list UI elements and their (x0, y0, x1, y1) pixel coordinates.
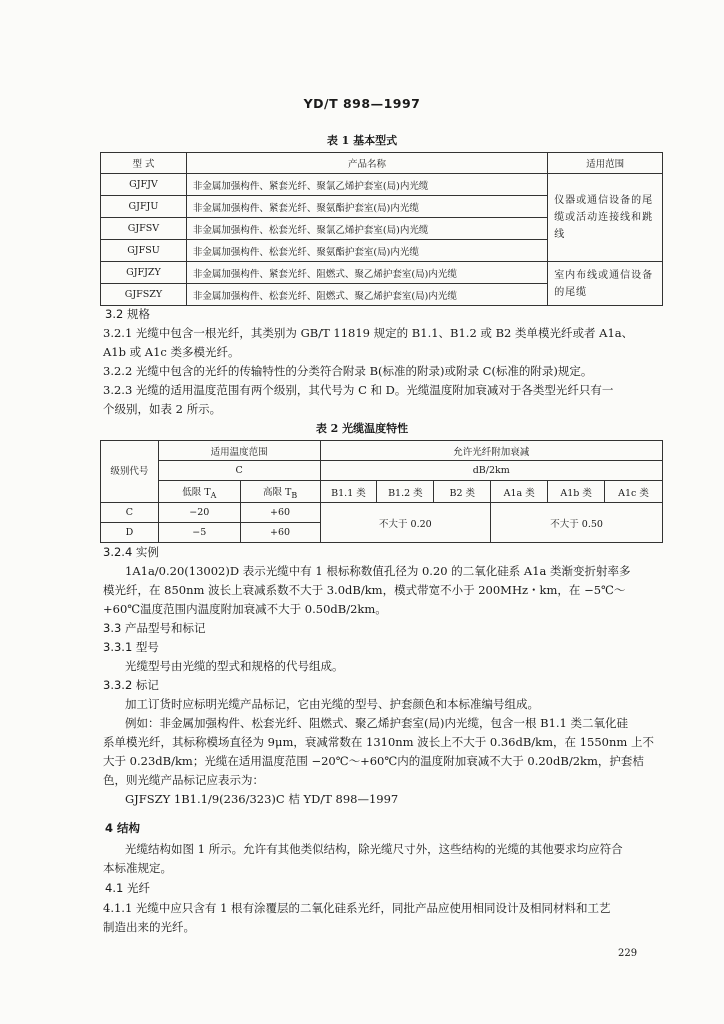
section-3-3-1-text: 光缆型号由光缆的型式和规格的代号组成。 (125, 659, 344, 673)
table2-low: −20 (158, 503, 240, 523)
marking-example: GJFSZY 1B1.1/9(236/323)C 桔 YD/T 898—1997 (125, 792, 399, 806)
table1-header-model: 型 式 (101, 153, 187, 174)
table2-caption: 表 2 光缆温度特性 (315, 422, 409, 435)
example-line1: 1A1a/0.20(13002)D 表示光缆中有 1 根标称数值孔径为 0.20 的二氧化硅系 A1a 类渐变折射率多 (125, 564, 631, 578)
table1-model: GJFJZY (101, 262, 187, 284)
section-3-3: 3.3 产品型号和标记 (103, 621, 206, 635)
table2-low-header (158, 481, 240, 503)
table1-name: 非金属加强构件、紧套光纤、聚氯乙烯护套室(局)内光缆 (186, 174, 547, 196)
section-4-1-1-line1: 4.1.1 光缆中应只含有 1 根有涂覆层的二氧化硅系光纤，同批产品应使用相同设计及相同材料和工艺 (103, 901, 611, 915)
section-3-2-1-line2: A1b 或 A1c 类多模光纤。 (103, 345, 240, 359)
table1-header-scope: 适用范围 (548, 153, 663, 174)
section-4-line1: 光缆结构如图 1 所示。允许有其他类似结构，除光缆尺寸外，这些结构的光缆的其他要求均应符合 (125, 842, 623, 856)
section-3-2: 3.2 规格 (105, 307, 150, 321)
section-3-2-1-line1: 3.2.1 光缆中包含一根光纤，其类别为 GB/T 11819 规定的 B1.1、B1.2 或 B2 类单模光纤或者 A1a、 (103, 326, 634, 340)
table2-value-b: 不大于 0.20 (320, 503, 491, 543)
page-header: YD/T 898—1997 (303, 96, 421, 111)
table-row (101, 174, 663, 196)
table1-model: GJFSZY (101, 284, 187, 306)
table2-temp-unit: C (158, 461, 320, 481)
table1-name: 非金属加强构件、松套光纤、聚氯乙烯护套室(局)内光缆 (186, 218, 547, 240)
table1-header-name: 产品名称 (186, 153, 547, 174)
table2-low: −5 (158, 523, 240, 543)
table1 (100, 152, 663, 306)
section-3-2-3-line2: 个级别，如表 2 所示。 (103, 402, 222, 416)
marking-line2: 例如：非金属加强构件、松套光纤、阻燃式、聚乙烯护套室(局)内光缆，包含一根 B1.1 类二氧化硅 (125, 716, 629, 730)
table2-high-sub: B (291, 490, 298, 500)
table1-name: 非金属加强构件、松套光纤、聚氨酯护套室(局)内光缆 (186, 240, 547, 262)
example-line2: 模光纤，在 850nm 波长上衰减系数不大于 3.0dB/km，模式带宽不小于 200MHz・km，在 −5℃～ (103, 583, 626, 597)
section-4-line2: 本标准规定。 (103, 861, 172, 875)
section-3-2-2: 3.2.2 光缆中包含的光纤的传输特性的分类符合附录 B(标准的附录)或附录 C(标准的附录)规定。 (103, 364, 593, 378)
table2-high: +60 (240, 503, 320, 523)
marking-line5: 色，则光缆产品标记应表示为： (103, 773, 264, 787)
table1-name: 非金属加强构件、紧套光纤、阻燃式、聚乙烯护套室(局)内光缆 (186, 262, 547, 284)
table2-type-b12: B1.2 类 (377, 481, 434, 503)
table1-model: GJFJV (101, 174, 187, 196)
table1-model: GJFSV (101, 218, 187, 240)
table-row (101, 262, 663, 284)
table2 (100, 440, 663, 543)
marking-line4: 大于 0.23dB/km；光缆在适用温度范围 −20℃～+60℃内的温度附加衰减不大于 0.20dB/2km，护套桔 (103, 754, 644, 768)
section-4: 4 结构 (105, 821, 141, 835)
table2-high: +60 (240, 523, 320, 543)
table-row (101, 503, 663, 523)
table2-code: D (101, 523, 159, 543)
table2-type-a1c: A1c 类 (605, 481, 663, 503)
table2-code: C (101, 503, 159, 523)
table2-temp-range-header: 适用温度范围 (158, 441, 320, 461)
table1-name: 非金属加强构件、紧套光纤、聚氨酯护套室(局)内光缆 (186, 196, 547, 218)
section-4-1: 4.1 光纤 (105, 881, 150, 895)
table2-atten-header: 允许光纤附加衰减 (320, 441, 663, 461)
section-3-3-2: 3.3.2 标记 (103, 678, 159, 692)
section-3-3-1: 3.3.1 型号 (103, 640, 159, 654)
table1-model: GJFJU (101, 196, 187, 218)
page-number: 229 (618, 948, 638, 959)
table2-type-b2: B2 类 (434, 481, 491, 503)
table2-type-a1a: A1a 类 (491, 481, 548, 503)
section-4-1-1-line2: 制造出来的光纤。 (103, 920, 195, 934)
table1-scope-1: 仪器或通信设备的尾缆或活动连接线和跳线 (548, 174, 663, 262)
table2-grade-code-header: 级别代号 (101, 441, 159, 503)
table2-low-label: 低限 T (182, 486, 211, 498)
section-3-2-3-line1: 3.2.3 光缆的适用温度范围有两个级别，其代号为 C 和 D。光缆温度附加衰减对于各类型光纤只有一 (103, 383, 614, 397)
table1-caption: 表 1 基本型式 (326, 134, 398, 147)
table2-high-header (240, 481, 320, 503)
table2-low-sub: A (210, 490, 217, 500)
table1-scope-2: 室内布线或通信设备的尾缆 (548, 262, 663, 306)
section-3-2-4: 3.2.4 实例 (103, 545, 159, 559)
table2-type-a1b: A1b 类 (548, 481, 605, 503)
marking-line1: 加工订货时应标明光缆产品标记，它由光缆的型号、护套颜色和本标准编号组成。 (125, 697, 539, 711)
table1-model: GJFSU (101, 240, 187, 262)
table1-name: 非金属加强构件、松套光纤、阻燃式、聚乙烯护套室(局)内光缆 (186, 284, 547, 306)
example-line3: +60℃温度范围内温度附加衰减不大于 0.50dB/2km。 (103, 602, 387, 616)
table2-type-b11: B1.1 类 (320, 481, 377, 503)
table2-atten-unit: dB/2km (320, 461, 663, 481)
table2-value-a: 不大于 0.50 (491, 503, 663, 543)
marking-line3: 系单模光纤，其标称模场直径为 9μm，衰减常数在 1310nm 波长上不大于 0.36dB/km，在 1550nm 上不 (103, 735, 654, 749)
table2-high-label: 高限 T (263, 486, 292, 498)
